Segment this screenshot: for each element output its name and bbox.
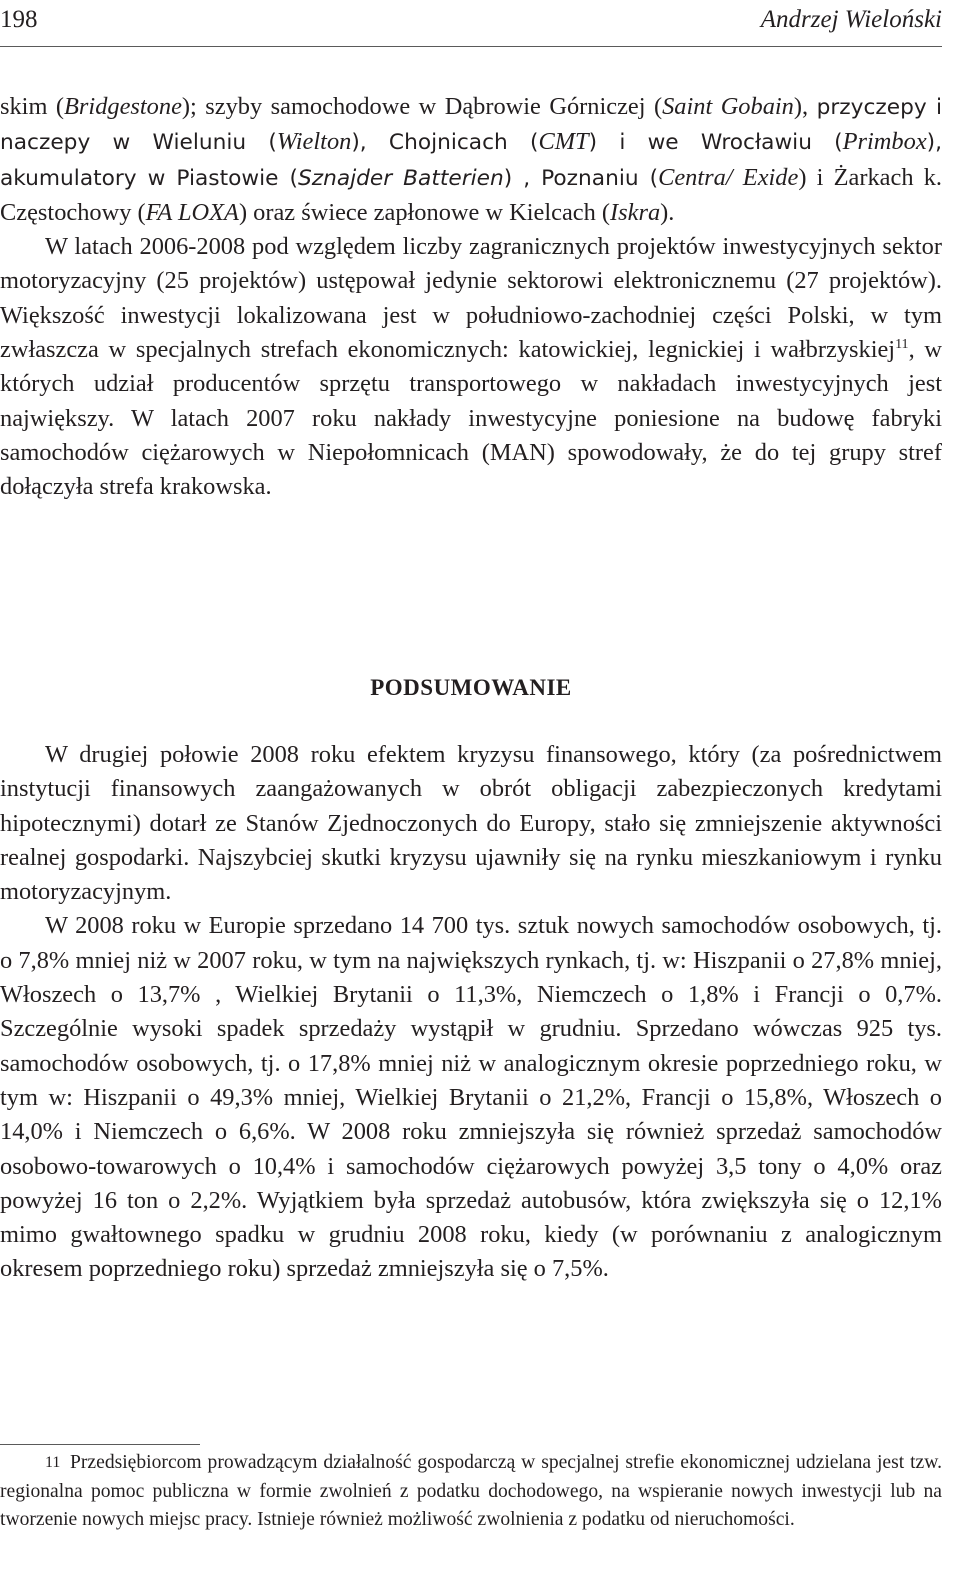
section-heading: PODSUMOWANIE: [370, 675, 572, 700]
summary-paragraph-2: W 2008 roku w Europie sprzedano 14 700 tys. sztuk nowych samochodów osobowych, tj. o 7,8% mniej niż w 2007 roku, w tym na największych rynkach, tj. w: Hiszpanii o 27,8% mniej, Włoszech o 13,7% , Wielkiej Brytanii o 11,3%, Niemczech o 1,8% i Francji o 0,7%. Szczególnie wysoki spadek sprzedaży wystąpił w grudniu. Sprzedano wówczas 925 tys. samochodów osobowych, tj. o 17,8% mniej niż w analogicznym okresie poprzedniego roku, w tym w: Hiszpanii o 49,3% mniej, Wielkiej Brytanii o 21,2%, Francji o 15,8%, Włoszech o 14,0% i Niemczech o 6,6%. W 2008 roku zmniejszyła się również sprzedaż samochodów osobowo-towarowych o 10,4% i samochodów ciężarowych powyżej 3,5 tony o 4,0% oraz powyżej 16 ton o 2,2%. Wyjątkiem była sprzedaż autobusów, która zwiększyła się o 12,1% mimo gwałtownego spadku w grudniu 2008 roku, kiedy (w porównaniu z analogicznym okresem poprzedniego roku) sprzedaż zmniejszyła się o 7,5%.: [0, 912, 942, 1283]
footnote-number: 11: [45, 1454, 61, 1471]
footnote: [0, 1449, 942, 1535]
intro-paragraph-continued: skim (Bridgestone); szyby samochodowe w Dąbrowie Górniczej (Saint Gobain), przyczepy i naczepy w Wieluniu (Wielton), Chojnicach (CMT) i we Wrocławiu (Primbox), akumulatory w Piastowie (Sznajder Batterien) , Poznaniu (Centra/ Exide) i Żarkach k. Częstochowy (FA LOXA) oraz świece zapłonowe w Kielcach (Iskra).: [0, 93, 943, 226]
page-number: 198: [0, 6, 38, 33]
running-header: [0, 0, 942, 47]
footnote-divider: [0, 1444, 200, 1445]
footnote-reference: 11: [895, 336, 909, 352]
summary-text: [0, 738, 942, 1287]
footnote-text: Przedsiębiorcom prowadzącym działalność gospodarczą w specjalnej strefie ekonomicznej udzielana jest tzw. regionalna pomoc publiczna w formie zwolnień z podatku dochodowego, na wspieranie nowych inwestycji lub na tworzenie nowych miejsc pracy. Istnieje również możliwość zwolnienia z podatku od nieruchomości.: [0, 1452, 942, 1531]
running-author: Andrzej Wieloński: [760, 6, 942, 33]
summary-paragraph-1: W drugiej połowie 2008 roku efektem kryzysu finansowego, który (za pośrednictwem instytucji finansowych zaangażowanych w obrót obligacji zabezpieczonych kredytami hipotecznymi) dotarł ze Stanów Zjednoczonych do Europy, stało się zmniejszenie aktywności realnej gospodarki. Najszybciej skutki kryzysu ujawniły się na rynku mieszkaniowym i rynku motoryzacyjnym.: [0, 741, 942, 906]
intro-paragraph-investments: W latach 2006-2008 pod względem liczby zagranicznych projektów inwestycyjnych sektor motoryzacyjny (25 projektów) ustępował jedynie sektorowi elektronicznemu (27 projektów). Większość inwestycji lokalizowana jest w południowo-zachodniej części Polski, w tym zwłaszcza w specjalnych strefach ekonomicznych: katowickiej, legnickiej i wałbrzyskiej$^{11}$, w których udział producentów sprzętu transportowego w nakładach inwestycyjnych jest największy. W latach 2007 roku nakłady inwestycyjne poniesione na budowę fabryki samochodów ciężarowych w Niepołomnicach (MAN) spowodowały, że do tej grupy stref dołączyła strefa krakowska.: [0, 233, 942, 501]
intro-text: [0, 90, 942, 505]
